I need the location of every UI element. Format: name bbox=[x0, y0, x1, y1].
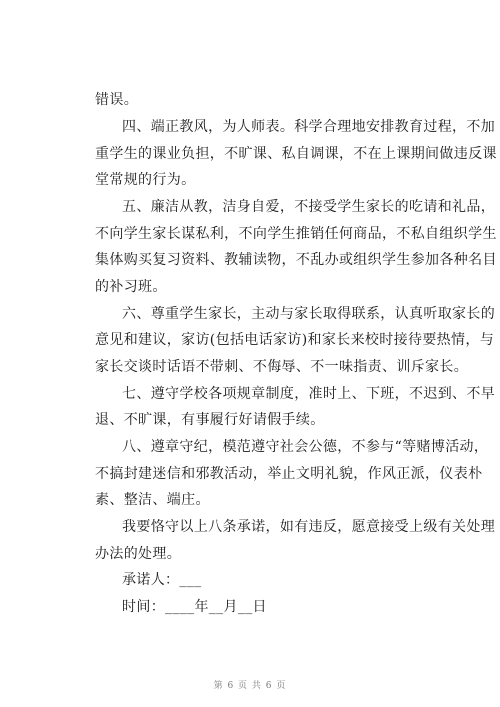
item-8-line-2: 不搞封建迷信和邪教活动，举止文明礼貌，作风正派，仪表朴 bbox=[95, 466, 483, 482]
date-line: 时间：____年__月__日 bbox=[122, 599, 267, 615]
item-7-line-2: 退、不旷课，有事履行好请假手续。 bbox=[95, 412, 325, 428]
signatory-line: 承诺人：___ bbox=[122, 572, 202, 588]
item-8-line-3: 素、整洁、端庄。 bbox=[95, 492, 210, 508]
item-6-line-2: 意见和建议，家访(包括电话家访)和家长来校时接待要热情，与 bbox=[95, 332, 495, 348]
item-4-line-1: 四、端正教风，为人师表。科学合理地安排教育过程，不加 bbox=[122, 119, 496, 135]
item-5-line-1: 五、廉洁从教，洁身自爱，不接受学生家长的吃请和礼品， bbox=[122, 199, 496, 215]
item-7-line-1: 七、遵守学校各项规章制度，准时上、下班，不迟到、不早 bbox=[122, 386, 496, 402]
page-number-footer: 第 6 页 共 6 页 bbox=[213, 681, 287, 691]
commitment-line-1: 我要恪守以上八条承诺，如有违反，愿意接受上级有关处理 bbox=[122, 519, 496, 535]
commitment-line-2: 办法的处理。 bbox=[95, 546, 182, 562]
paragraph-continuation-line: 错误。 bbox=[95, 92, 139, 108]
item-6-line-3: 家长交谈时话语不带刺、不侮辱、不一味指责、训斥家长。 bbox=[95, 359, 469, 375]
item-4-line-2: 重学生的课业负担，不旷课、私自调课，不在上课期间做违反课 bbox=[95, 146, 497, 162]
item-5-line-4: 的补习班。 bbox=[95, 279, 167, 295]
item-5-line-3: 集体购买复习资料、教辅读物，不乱办或组织学生参加各种名目 bbox=[95, 252, 497, 268]
item-4-line-3: 堂常规的行为。 bbox=[95, 172, 196, 188]
item-6-line-1: 六、尊重学生家长，主动与家长取得联系，认真听取家长的 bbox=[122, 306, 496, 322]
item-8-line-1: 八、遵章守纪，模范遵守社会公德，不参与“等赌博活动， bbox=[122, 439, 489, 455]
item-5-line-2: 不向学生家长谋私利，不向学生推销任何商品，不私自组织学生 bbox=[95, 226, 497, 242]
